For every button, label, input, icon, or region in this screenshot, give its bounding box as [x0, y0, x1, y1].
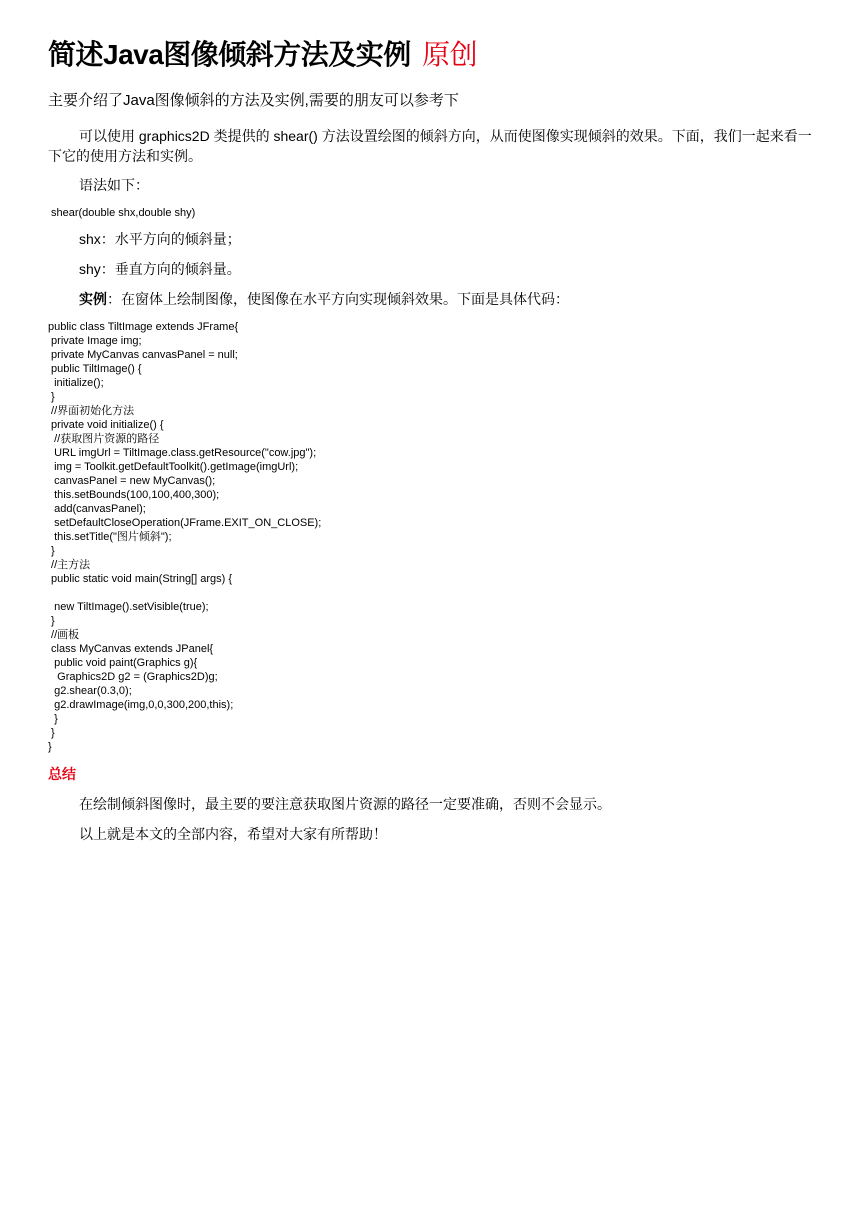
- article: [48, 36, 818, 844]
- code-block: public class TiltImage extends JFrame{ private Image img; private MyCanvas canvasPanel = null; public TiltImage() { initialize(); } //界面初始化方法 private void initialize() { //获取图片资源的路径 URL imgUrl = TiltImage.class.getResource("cow.jpg"); img = Toolkit.getDefaultToolkit().getImage(imgUrl); canvasPanel = new MyCanvas(); this.setBounds(100,100,400,300); add(canvasPanel); setDefaultCloseOperation(JFrame.EXIT_ON_CLOSE); this.setTitle("图片倾斜"); } //主方法 public static void main(String[] args) { new TiltImage().setVisible(true); } //画板 class MyCanvas extends JPanel{ public void paint(Graphics g){ Graphics2D g2 = (Graphics2D)g; g2.shear(0.3,0); g2.drawImage(img,0,0,300,200,this); } } }: [48, 321, 322, 753]
- syntax-code: shear(double shx,double shy): [51, 207, 196, 219]
- article-title: [48, 36, 818, 74]
- shx-description: shx：水平方向的倾斜量；: [79, 231, 241, 247]
- article-summary: 主要介绍了Java图像倾斜的方法及实例,需要的朋友可以参考下: [48, 92, 459, 109]
- example-paragraph: [48, 289, 818, 309]
- example-text: ：在窗体上绘制图像，使图像在水平方向实现倾斜效果。下面是具体代码：: [107, 291, 569, 307]
- conclusion-heading: 总结: [48, 766, 76, 782]
- shy-description: shy：垂直方向的倾斜量。: [79, 261, 241, 277]
- conclusion-paragraph-1: 在绘制倾斜图像时，最主要的要注意获取图片资源的路径一定要准确，否则不会显示。: [79, 796, 611, 812]
- original-tag: 原创: [422, 39, 478, 70]
- title-text: 简述Java图像倾斜方法及实例: [48, 39, 411, 70]
- example-label: 实例: [79, 291, 107, 307]
- syntax-label: 语法如下：: [79, 177, 149, 193]
- intro-paragraph: 可以使用 graphics2D 类提供的 shear() 方法设置绘图的倾斜方向，从而使图像实现倾斜的效果。下面，我们一起来看一下它的使用方法和实例。: [48, 128, 812, 164]
- conclusion-paragraph-2: 以上就是本文的全部内容，希望对大家有所帮助！: [79, 826, 387, 842]
